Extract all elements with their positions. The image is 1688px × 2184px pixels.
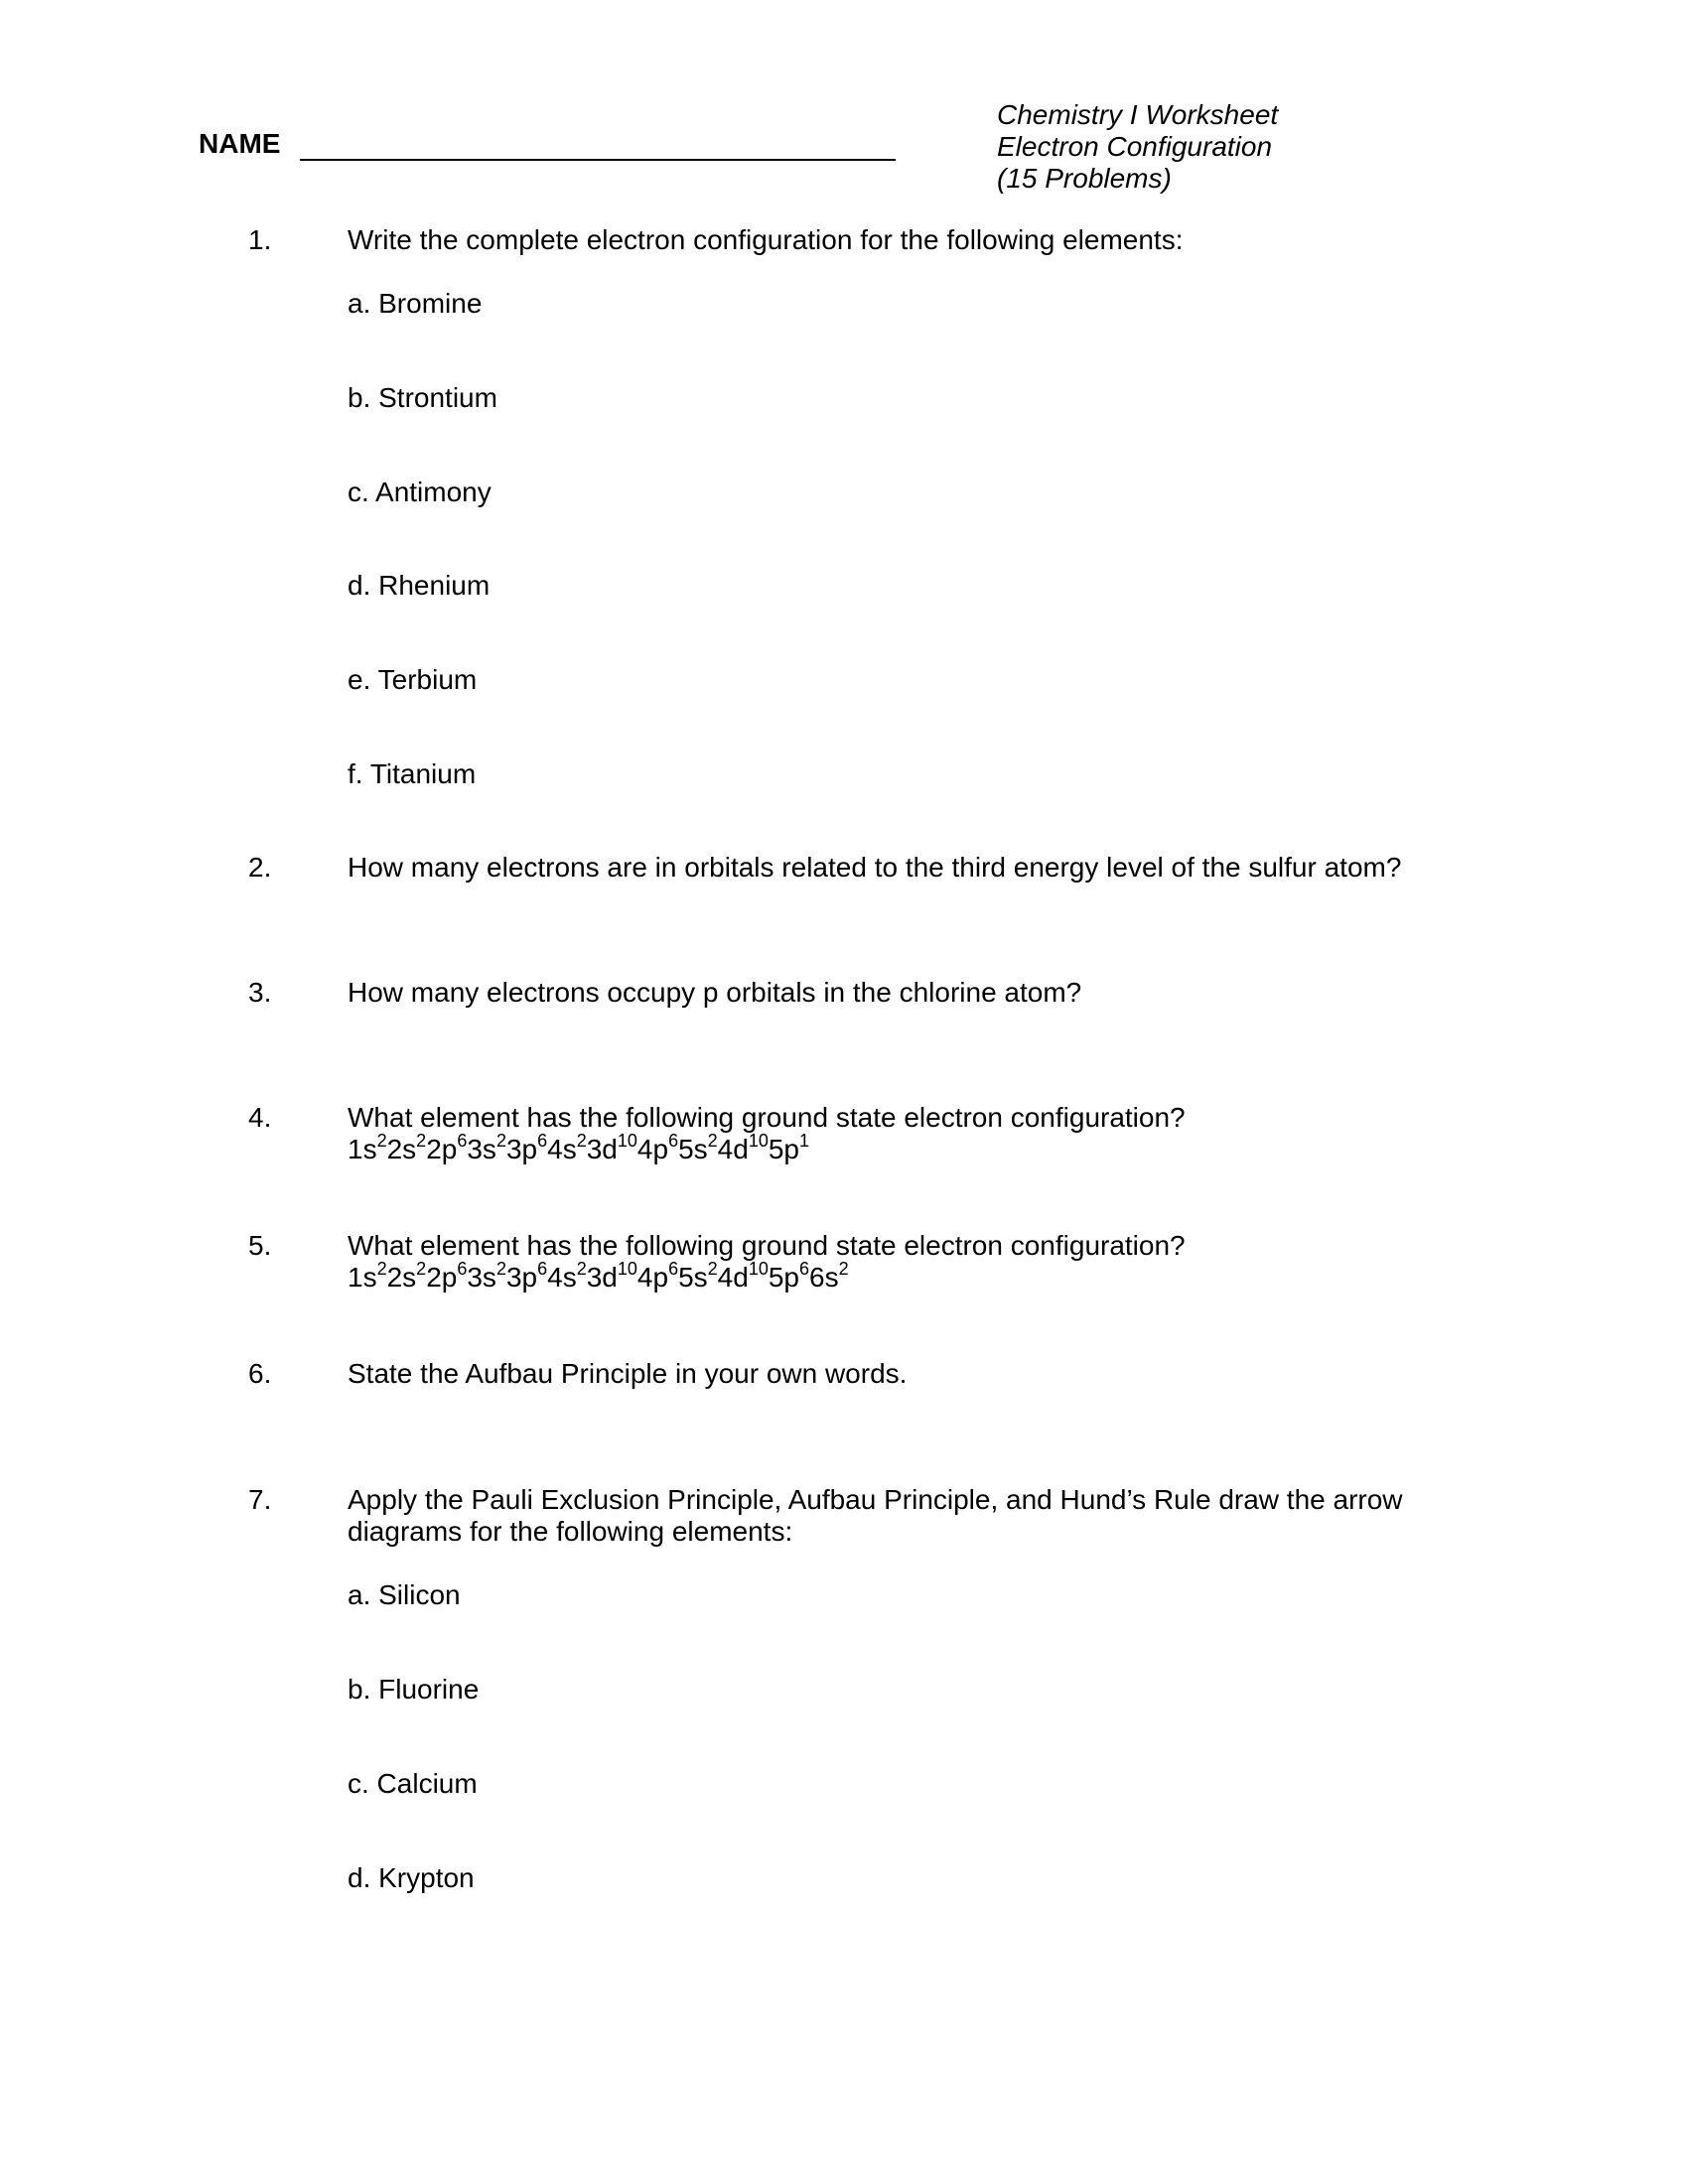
worksheet-header	[997, 99, 1278, 195]
electron-count-superscript: 6	[537, 1258, 548, 1279]
orbital-term: 1s	[348, 1134, 377, 1164]
question-3-number: 3.	[248, 977, 272, 1008]
header-subtitle: Electron Configuration	[997, 131, 1273, 162]
electron-count-superscript: 6	[668, 1130, 679, 1151]
question-1-item-b: b. Strontium	[348, 382, 497, 413]
orbital-term: 4d	[717, 1134, 749, 1164]
question-7-item-d: d. Krypton	[348, 1862, 475, 1893]
electron-count-superscript: 2	[707, 1130, 718, 1151]
electron-count-superscript: 6	[457, 1130, 468, 1151]
electron-count-superscript: 2	[838, 1258, 849, 1279]
electron-count-superscript: 10	[617, 1258, 637, 1279]
orbital-term: 3p	[505, 1134, 538, 1164]
orbital-term: 5s	[678, 1262, 708, 1293]
question-6-number: 6.	[248, 1358, 272, 1389]
electron-count-superscript: 2	[416, 1130, 427, 1151]
electron-count-superscript: 10	[748, 1130, 769, 1151]
orbital-term: 4p	[636, 1262, 669, 1293]
electron-count-superscript: 6	[537, 1130, 548, 1151]
header-problem-count: (15 Problems)	[997, 163, 1172, 194]
question-1-item-a: a. Bromine	[348, 288, 483, 319]
question-5-text: What element has the following ground state electron configuration?	[348, 1230, 1186, 1261]
electron-count-superscript: 1	[799, 1130, 810, 1151]
question-7-item-a: a. Silicon	[348, 1579, 461, 1610]
header-title: Chemistry I Worksheet	[997, 99, 1279, 130]
electron-count-superscript: 6	[668, 1258, 679, 1279]
orbital-term: 6s	[809, 1262, 839, 1293]
electron-count-superscript: 6	[457, 1258, 468, 1279]
question-1-text: Write the complete electron configuration for the following elements:	[348, 224, 1184, 255]
orbital-term: 1s	[348, 1262, 377, 1293]
orbital-term: 2p	[426, 1134, 458, 1164]
electron-count-superscript: 2	[376, 1130, 387, 1151]
question-7-item-c: c. Calcium	[348, 1768, 478, 1799]
question-7-text-line2: diagrams for the following elements:	[348, 1516, 793, 1547]
question-1-number: 1.	[248, 224, 272, 255]
orbital-term: 3d	[586, 1262, 618, 1293]
question-1-item-c: c. Antimony	[348, 477, 492, 507]
electron-count-superscript: 2	[495, 1130, 506, 1151]
electron-count-superscript: 6	[799, 1258, 810, 1279]
question-7-item-b: b. Fluorine	[348, 1674, 480, 1705]
orbital-term: 3p	[505, 1262, 538, 1293]
electron-count-superscript: 2	[576, 1130, 587, 1151]
question-5-configuration	[348, 1258, 1489, 1294]
question-7-number: 7.	[248, 1484, 272, 1515]
orbital-term: 2p	[426, 1262, 458, 1293]
question-1-item-d: d. Rhenium	[348, 570, 491, 601]
question-7-text-line1: Apply the Pauli Exclusion Principle, Aufbau Principle, and Hund’s Rule draw the arrow	[348, 1484, 1403, 1515]
question-5-number: 5.	[248, 1230, 272, 1261]
question-6-text: State the Aufbau Principle in your own words.	[348, 1358, 908, 1389]
electron-count-superscript: 2	[707, 1258, 718, 1279]
orbital-term: 4d	[717, 1262, 749, 1293]
electron-count-superscript: 2	[416, 1258, 427, 1279]
orbital-term: 5p	[768, 1262, 800, 1293]
question-1-item-e: e. Terbium	[348, 664, 478, 695]
question-2-number: 2.	[248, 852, 272, 883]
orbital-term: 2s	[386, 1134, 417, 1164]
electron-count-superscript: 10	[617, 1130, 637, 1151]
name-field-row	[199, 127, 896, 161]
orbital-term: 3s	[467, 1262, 496, 1293]
name-blank-line	[300, 127, 896, 161]
orbital-term: 3d	[586, 1134, 618, 1164]
electron-count-superscript: 2	[495, 1258, 506, 1279]
electron-count-superscript: 10	[748, 1258, 769, 1279]
question-2-text: How many electrons are in orbitals related to the third energy level of the sulfur atom?	[348, 852, 1402, 883]
orbital-term: 4s	[547, 1134, 577, 1164]
orbital-term: 5p	[768, 1134, 800, 1164]
orbital-term: 4s	[547, 1262, 577, 1293]
orbital-term: 3s	[467, 1134, 496, 1164]
orbital-term: 5s	[678, 1134, 708, 1164]
name-label: NAME	[199, 128, 281, 159]
orbital-term: 4p	[636, 1134, 669, 1164]
question-4-configuration	[348, 1130, 1489, 1165]
question-4-number: 4.	[248, 1102, 272, 1133]
electron-count-superscript: 2	[376, 1258, 387, 1279]
question-3-text: How many electrons occupy p orbitals in the chlorine atom?	[348, 977, 1082, 1008]
question-4-text: What element has the following ground state electron configuration?	[348, 1102, 1186, 1133]
electron-count-superscript: 2	[576, 1258, 587, 1279]
question-1-item-f: f. Titanium	[348, 758, 477, 789]
orbital-term: 2s	[386, 1262, 417, 1293]
